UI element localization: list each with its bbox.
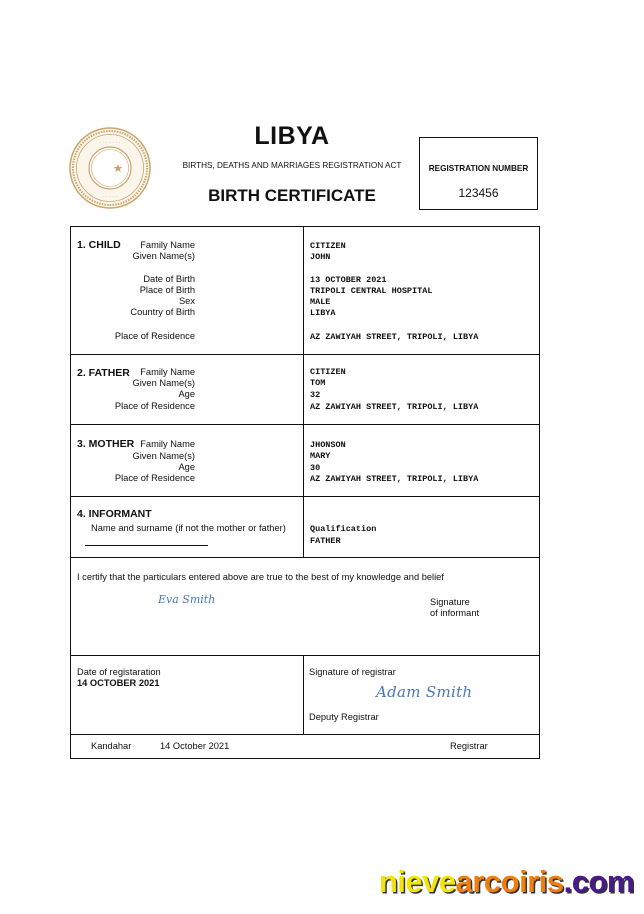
watermark [379,864,634,900]
registration-number-box [419,137,538,210]
father-family-name-value: CITIZEN [310,367,346,377]
qualification-value: FATHER [310,536,341,546]
child-residence-value: AZ ZAWIYAH STREET, TRIPOLI, LIBYA [310,332,479,342]
document-title: BIRTH CERTIFICATE [208,186,376,205]
child-sex-label: Sex [178,296,195,306]
registrar-signature: Adam Smith [376,683,473,701]
child-dob-label: Date of Birth [143,274,195,284]
child-pob-value: TRIPOLI CENTRAL HOSPITAL [310,286,433,296]
father-given-name-label: Given Name(s) [132,378,195,388]
svg-text:· · · · ·: · · · · · [102,194,118,200]
father-age-value: 32 [310,390,321,400]
signature-label-line2: of informant [430,608,480,618]
mother-age-value: 30 [310,463,321,473]
child-pob-label: Place of Birth [139,285,195,295]
mother-family-name-value: JHONSON [310,440,346,450]
footer-date: 14 October 2021 [160,741,230,751]
signature-label-line1: Signature [430,597,470,607]
column-divider [303,655,304,734]
svg-text:· · · · · · ·: · · · · · · · [99,140,121,146]
section-father-heading: 2. FATHER [77,367,130,379]
footer-role: Registrar [450,741,488,751]
child-country-label: Country of Birth [130,307,195,317]
father-age-label: Age [178,389,195,399]
father-given-name-value: TOM [310,378,326,388]
divider [71,655,539,656]
certification-statement: I certify that the particulars entered above are true to the best of my knowledge and belief [77,572,444,582]
act-subtitle: BIRTHS, DEATHS AND MARRIAGES REGISTRATION ACT [182,161,402,170]
informant-signature: Eva Smith [158,593,216,606]
child-given-name-label: Given Name(s) [132,251,195,261]
informant-name-label: Name and surname (if not the mother or father) [91,523,286,533]
child-given-name-value: JOHN [310,252,331,262]
informant-name-line [85,545,208,546]
father-residence-value: AZ ZAWIYAH STREET, TRIPOLI, LIBYA [310,402,479,412]
registration-date-value: 14 OCTOBER 2021 [77,678,160,688]
father-family-name-label: Family Name [140,367,195,377]
divider [71,424,539,425]
mother-residence-label: Place of Residence [114,473,195,483]
divider [71,734,539,735]
father-residence-label: Place of Residence [114,401,195,411]
column-divider [303,227,304,557]
divider [71,354,539,355]
section-informant-heading: 4. INFORMANT [77,508,152,520]
divider [71,496,539,497]
country-title: LIBYA [254,122,330,150]
registration-number-value: 123456 [458,186,499,200]
registration-date-label: Date of registaration [77,667,161,677]
divider [71,557,539,558]
mother-residence-value: AZ ZAWIYAH STREET, TRIPOLI, LIBYA [310,474,479,484]
section-mother-heading: 3. MOTHER [77,438,135,450]
child-family-name-label: Family Name [140,240,195,250]
footer-place: Kandahar [91,741,132,751]
child-dob-value: 13 OCTOBER 2021 [310,275,387,285]
child-residence-label: Place of Residence [114,331,195,341]
mother-age-label: Age [178,462,195,472]
mother-given-name-label: Given Name(s) [132,451,195,461]
watermark-part2: arcoiris [455,864,564,899]
section-child-heading: 1. CHILD [77,239,121,251]
registrar-title: Deputy Registrar [309,712,379,722]
state-seal-icon [69,127,151,209]
qualification-label: Qualification [310,524,377,534]
mother-family-name-label: Family Name [140,439,195,449]
registration-number-label: REGISTRATION NUMBER [428,164,529,173]
child-family-name-value: CITIZEN [310,241,346,251]
watermark-part1: nieve [378,864,456,899]
registrar-signature-label: Signature of registrar [309,667,396,677]
child-country-value: LIBYA [310,308,336,318]
certificate-form [70,226,540,759]
child-sex-value: MALE [310,297,331,307]
watermark-part3: .com [563,864,634,899]
mother-given-name-value: MARY [310,451,331,461]
